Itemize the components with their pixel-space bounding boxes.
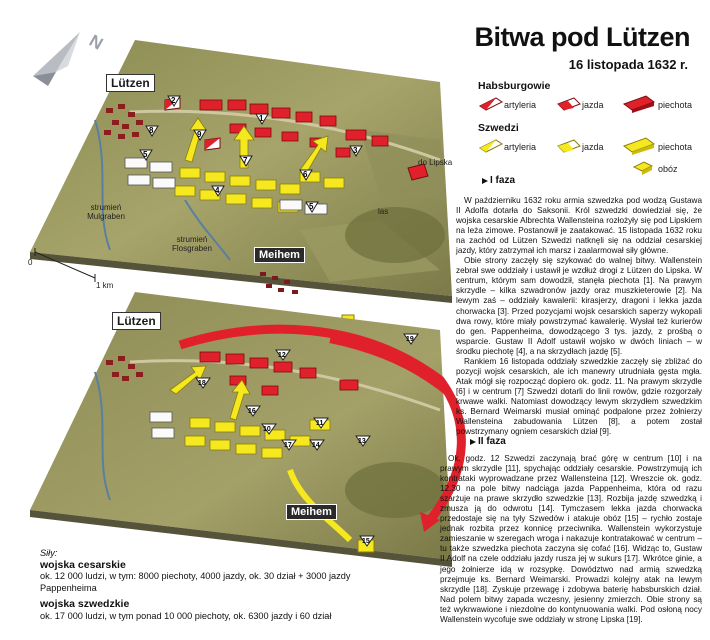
imperial-forces-title: wojska cesarskie — [40, 558, 126, 571]
svg-text:18: 18 — [198, 380, 206, 387]
map-subtitle: 16 listopada 1632 r. — [568, 57, 688, 72]
swedish-forces-text: ok. 17 000 ludzi, w tym ponad 10 000 piechoty, ok. 6300 jazdy i 60 dział — [40, 610, 332, 621]
svg-text:2: 2 — [171, 96, 176, 105]
road-label-leipzig: do Lipska — [418, 158, 453, 167]
svg-text:14: 14 — [312, 442, 320, 449]
village-label-meihem-1: Meihem — [254, 247, 305, 263]
svg-text:5: 5 — [309, 202, 314, 211]
scale-zero-label: 0 — [28, 258, 33, 267]
svg-text:13: 13 — [358, 438, 366, 445]
svg-text:10: 10 — [263, 426, 271, 433]
svg-text:7: 7 — [243, 156, 248, 165]
forces-box — [40, 548, 360, 622]
legend-imperial-cavalry-label: jazda — [582, 100, 604, 110]
svg-text:17: 17 — [284, 442, 292, 449]
map-title: Bitwa pod Lützen — [474, 22, 690, 52]
phase-2-paragraph: Ok. godz. 12 Szwedzi zaczynają brać górę w centrum [10] i na prawym skrzydle [11], spychając oddziały cesarskie. Powstrzymują ich kontrataki wyprowadzane przez Wallensteina [12]. Wreszcie ok. godz. 12.30 na pole bitwy nadciąga jazda Pappenheima, która od razu szarżuje na prawe skrzydło szwedzkie [13]. Rozbija jazdę szwedzką i zmusza ją do odwrotu [14]. Tymczasem lekka jazda chorwacka przedostaje się na tyły Szwedów i atakuje obóz [15] – rychło zostaje jednak rozbita przez konnicę przeciwnika. Wallenstein wykorzystuje zamieszanie w szeregach wroga i nakazuje kontratakować w centrum – tu także szwedzka piechota zaczyna się cofać [16]. Widząc to, Gustaw II Adolf na czele oddziału jazdy rusza jej w sukurs [17]. Wkrótce ginie, a jego żołnierze idą w rozsypkę. Dowództwo nad armią szwedzką przejmuje ks. Bernard Weimarski. Prowadzi kolejny atak na lewym skrzydle [18]. Zyskuje przewagę i zdobywa baterię habsburskich dział. Nad polem bitwy zapada wczesny, jesienny zmierzch. Obie strony są też wykrwawione i niezdolne do kontynuowania walki. Pod osłoną nocy Wallenstein wycofuje swe oddziały w stronę Lipska [19]. — [440, 454, 702, 624]
svg-text:12: 12 — [278, 352, 286, 359]
svg-text:11: 11 — [316, 420, 324, 427]
phase-2-label: II faza — [478, 436, 506, 447]
svg-text:16: 16 — [248, 408, 256, 415]
stream-label-mulgraben: strumień Mulgraben — [87, 203, 125, 221]
legend-imperial-infantry-label: piechota — [658, 100, 693, 110]
svg-text:4: 4 — [215, 186, 220, 195]
forest-label: las — [378, 207, 389, 216]
town-label-lutzen-2: Lützen — [112, 312, 161, 330]
svg-text:6: 6 — [303, 170, 308, 179]
phase-1-paragraph: Obie strony zaczęły się szykować do walnej bitwy. Wallenstein zebrał swe oddziały i ustawił je wzdłuż drogi z Lützen do Lipska. W centrum, którym sam dowodził, stanęła piechota [1]. Na prawym skrzydle – kilka szwadronów jazdy oraz muszkieterowie [2]. Na lewym zaś – oddziały kawalerii: kirasjerzy, dragoni i lekka jazda chorwacka [3]. Przed pozycjami wojsk cesarskich saperzy wykopali dwa rowy, które miały powstrzymać kawalerię. Wysłał też kurierów do gen. Pappenheima, dowodzącego 3 tys. jazdy, z prośbą o wsparcie. Gustaw II Adolf ustawił wojsko w dwóch liniach – w środku piechotę [4], a na skrzydłach jazdę [5]. — [456, 256, 702, 356]
legend-swedish-infantry-icon — [622, 134, 656, 156]
svg-text:9: 9 — [197, 130, 202, 139]
svg-text:19: 19 — [406, 336, 414, 343]
legend-camp-label: obóz — [658, 164, 678, 174]
phase-1-label: I faza — [490, 175, 516, 186]
forest-area — [345, 207, 445, 263]
legend-swedish-artillery-label: artyleria — [504, 142, 537, 152]
phase-1-description — [456, 196, 702, 437]
legend-imperial-cavalry-icon — [556, 94, 582, 114]
legend-habsburg-title: Habsburgowie — [478, 80, 551, 92]
town-label-lutzen-1: Lützen — [106, 74, 155, 92]
legend-camp-icon — [632, 158, 654, 176]
legend-imperial-artillery-icon — [478, 94, 504, 114]
stream-label-flosgraben: strumień Flosgraben — [171, 235, 213, 253]
map-phase-2 — [30, 292, 461, 567]
legend-swedish-cavalry-label: jazda — [582, 142, 604, 152]
forces-label: Siły: — [40, 548, 58, 558]
svg-text:15: 15 — [362, 538, 370, 545]
legend-imperial-infantry-icon — [622, 92, 656, 114]
svg-text:1: 1 — [259, 114, 264, 123]
legend-swedish-infantry-label: piechota — [658, 142, 693, 152]
svg-text:5: 5 — [143, 150, 148, 159]
legend — [470, 80, 700, 180]
svg-text:3: 3 — [353, 146, 358, 155]
phase-1-paragraph: Rankiem 16 listopada oddziały szwedzkie zaczęły się zbliżać do pozycji wojsk cesarskich, ale ich manewry utrudniała gęsta mgła. Atak mógł się rozpocząć dopiero ok. godz. 11. Na prawym skrzydle [6] i w centrum [7] Szwedzi dotarli do linii rowów, gdzie rozgorzały krwawe walki. Natomiast dowodzący lewym skrzydłem szwedzkim ks. Bernard Weimarski musiał ominąć podpalone przez żołnierzy Wallensteina zabudowania Lützen [8], a potem został powstrzymany ogniem cesarskich dział [9]. — [456, 356, 702, 437]
scale-km-label: 1 km — [96, 281, 114, 290]
legend-swedes-title: Szwedzi — [478, 122, 519, 134]
imperial-forces-text: ok. 12 000 ludzi, w tym: 8000 piechoty, 4000 jazdy, ok. 30 dział + 3000 jazdy Pappenheima — [40, 571, 351, 593]
legend-swedish-cavalry-icon — [556, 136, 582, 156]
phase-1-paragraph: W październiku 1632 roku armia szwedzka pod wodzą Gustawa II Adolfa dotarła do Saksonii. Król szwedzki dowiedział się, że wojska cesarskie Albrechta Wallensteina rozłożyły się pod Lipskiem na leża zimowe. Postanowił je zaatakować. 15 listopada 1632 roku na zachód od Lützen Szwedzi natknęli się na oddział cesarskiej jazdy, który zatrzymał ich marsz i zaalarmował siły główne. — [456, 196, 702, 256]
legend-swedish-artillery-icon — [478, 136, 504, 156]
map-phase-1 — [30, 40, 452, 324]
compass-letter: N — [86, 31, 107, 54]
legend-imperial-artillery-label: artyleria — [504, 100, 537, 110]
svg-text:8: 8 — [149, 126, 154, 135]
swedish-forces-title: wojska szwedzkie — [40, 598, 130, 610]
village-label-meihem-2: Meihem — [286, 504, 337, 520]
phase-2-description — [440, 454, 702, 636]
